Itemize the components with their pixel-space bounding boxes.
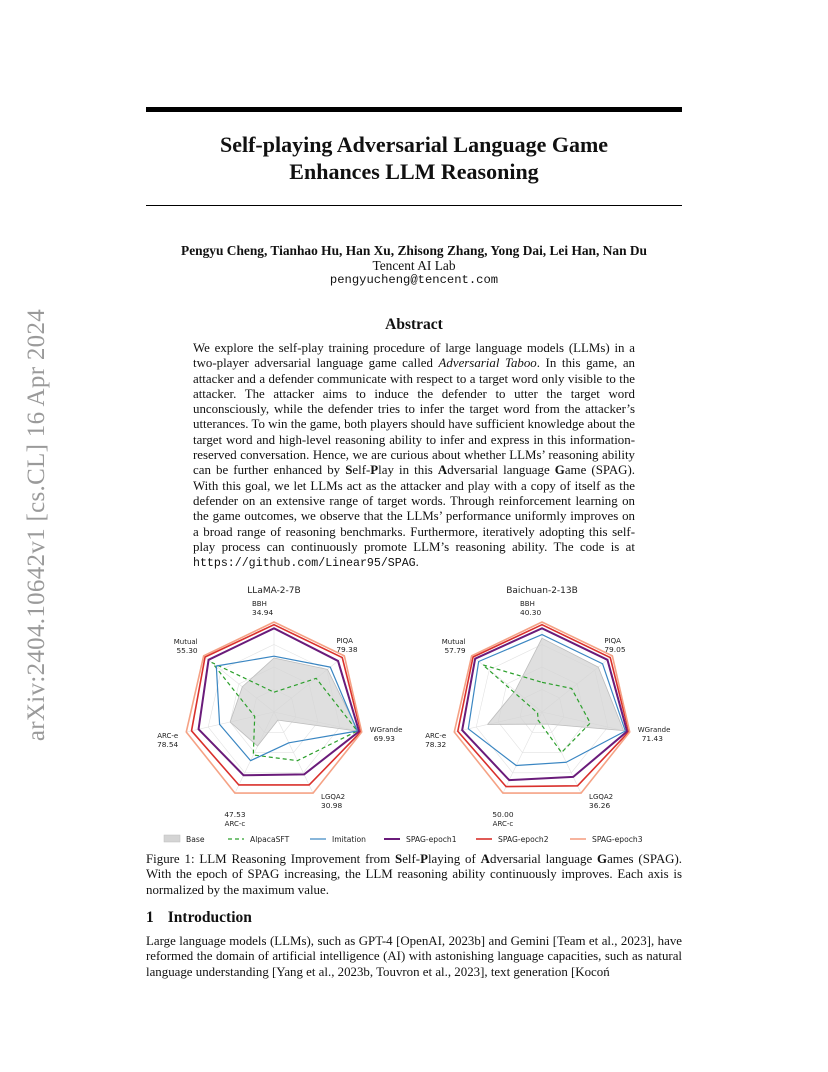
axis-value-llama-6: 55.30 xyxy=(176,645,198,655)
figure-radar-charts xyxy=(146,580,682,850)
axis-value-llama-5: 78.54 xyxy=(157,740,179,750)
axis-label-llama-0: BBH xyxy=(252,600,267,608)
axis-value-baichuan-1: 79.05 xyxy=(604,644,626,654)
axis-label-baichuan-4: ARC-c xyxy=(492,820,514,829)
series-base-llama xyxy=(230,658,358,746)
code-link[interactable]: https://github.com/Linear95/SPAG xyxy=(193,557,416,571)
legend-label-base: Base xyxy=(186,835,205,844)
axis-value-baichuan-2: 71.43 xyxy=(641,734,663,744)
radar-chart-svg xyxy=(146,580,682,850)
axis-label-baichuan-6: Mutual xyxy=(441,637,466,646)
axis-value-baichuan-0: 40.30 xyxy=(520,608,542,617)
axis-value-llama-1: 79.38 xyxy=(336,644,358,654)
section-heading: 1 Introduction xyxy=(146,909,252,926)
legend-label-spag-epoch3: SPAG-epoch3 xyxy=(592,835,643,844)
legend-label-alpacasft: AlpacaSFT xyxy=(250,835,290,844)
arxiv-identifier: arXiv:2404.10642v1 [cs.CL] 16 Apr 2024 xyxy=(23,308,50,742)
axis-value-llama-0: 34.94 xyxy=(252,608,274,617)
axis-label-llama-2: WGrande xyxy=(369,726,403,735)
axis-value-baichuan-6: 57.79 xyxy=(444,645,466,655)
abstract-body: We explore the self-play training procedure of large language models (LLMs) in a two-player adversarial language game called Adversarial Taboo. In this game, an attacker and a defender communicate with respect to a target word only visible to the attacker. The attacker aims to induce the defender to utter the target word unconsciously, while the defender tries to infer the target word from the attacker’s utterances. To win the game, both players should have sufficient knowledge about the target word and high-level reasoning ability to infer and express in this information-reserved conversation. Hence, we are curious about whether LLMs’ reasoning ability can be further enhanced by Self-Play in this Adversarial language Game (SPAG). With this goal, we let LLMs act as the attacker and play with a copy of itself as the defender on an extensive range of target words. Through reinforcement learning on the game outcomes, we observe that the LLMs’ performance uniformly improves on a broad range of reasoning benchmarks. Furthermore, iteratively adopting this self-play process can continuously promote LLM’s reasoning ability. The code is at https://github.com/Linear95/SPAG. xyxy=(193,341,635,571)
axis-label-baichuan-5: ARC-e xyxy=(425,732,447,741)
axis-label-baichuan-3: LGQA2 xyxy=(589,793,614,802)
legend-swatch-base xyxy=(164,835,180,842)
axis-label-baichuan-2: WGrande xyxy=(637,726,671,735)
figure-caption: Figure 1: LLM Reasoning Improvement from Self-Playing of Adversarial language Games (SPAG). With the epoch of SPAG increasing, the LLM reasoning ability continuously improves. Each axis is normalized by the maximum value. xyxy=(146,852,683,897)
axis-value-baichuan-5: 78.32 xyxy=(425,740,447,750)
chart-title-llama: LLaMA-2-7B xyxy=(247,586,301,596)
axis-label-baichuan-0: BBH xyxy=(520,600,535,608)
axis-label-llama-3: LGQA2 xyxy=(321,793,346,802)
axis-value-baichuan-3: 36.26 xyxy=(589,801,611,811)
abstract-heading: Abstract xyxy=(385,316,443,333)
axis-value-llama-2: 69.93 xyxy=(373,734,395,744)
axis-label-llama-5: ARC-e xyxy=(157,732,179,741)
axis-value-llama-3: 30.98 xyxy=(321,801,343,811)
email: pengyucheng@tencent.com xyxy=(329,273,499,287)
axis-label-llama-1: PIQA xyxy=(336,636,353,645)
axis-value-baichuan-4: 50.00 xyxy=(492,810,514,820)
legend-label-spag-epoch2: SPAG-epoch2 xyxy=(498,835,549,844)
title-bottom-rule xyxy=(146,205,682,206)
intro-paragraph: Large language models (LLMs), such as GPT-4 [OpenAI, 2023b] and Gemini [Team et al., 2023], have reformed the domain of artificial intelligence (AI) with astonishing language capacities, such as natural language understanding [Yang et al., 2023b, Touvron et al., 2023], text generation [Kocoń xyxy=(146,934,682,979)
legend-label-imitation: Imitation xyxy=(332,835,366,844)
top-rule xyxy=(146,107,682,112)
axis-value-llama-4: 47.53 xyxy=(224,810,246,820)
affiliation: Tencent AI Lab xyxy=(372,258,456,273)
chart-title-baichuan: Baichuan-2-13B xyxy=(506,586,578,596)
axis-label-llama-4: ARC-c xyxy=(224,820,246,829)
axis-label-llama-6: Mutual xyxy=(173,637,198,646)
author-names: Pengyu Cheng, Tianhao Hu, Han Xu, Zhisong Zhang, Yong Dai, Lei Han, Nan Du xyxy=(181,243,647,258)
legend-label-spag-epoch1: SPAG-epoch1 xyxy=(406,835,457,844)
author-block xyxy=(146,243,682,288)
axis-label-baichuan-1: PIQA xyxy=(604,636,621,645)
paper-title: Self-playing Adversarial Language Game Enhances LLM Reasoning xyxy=(219,132,609,184)
